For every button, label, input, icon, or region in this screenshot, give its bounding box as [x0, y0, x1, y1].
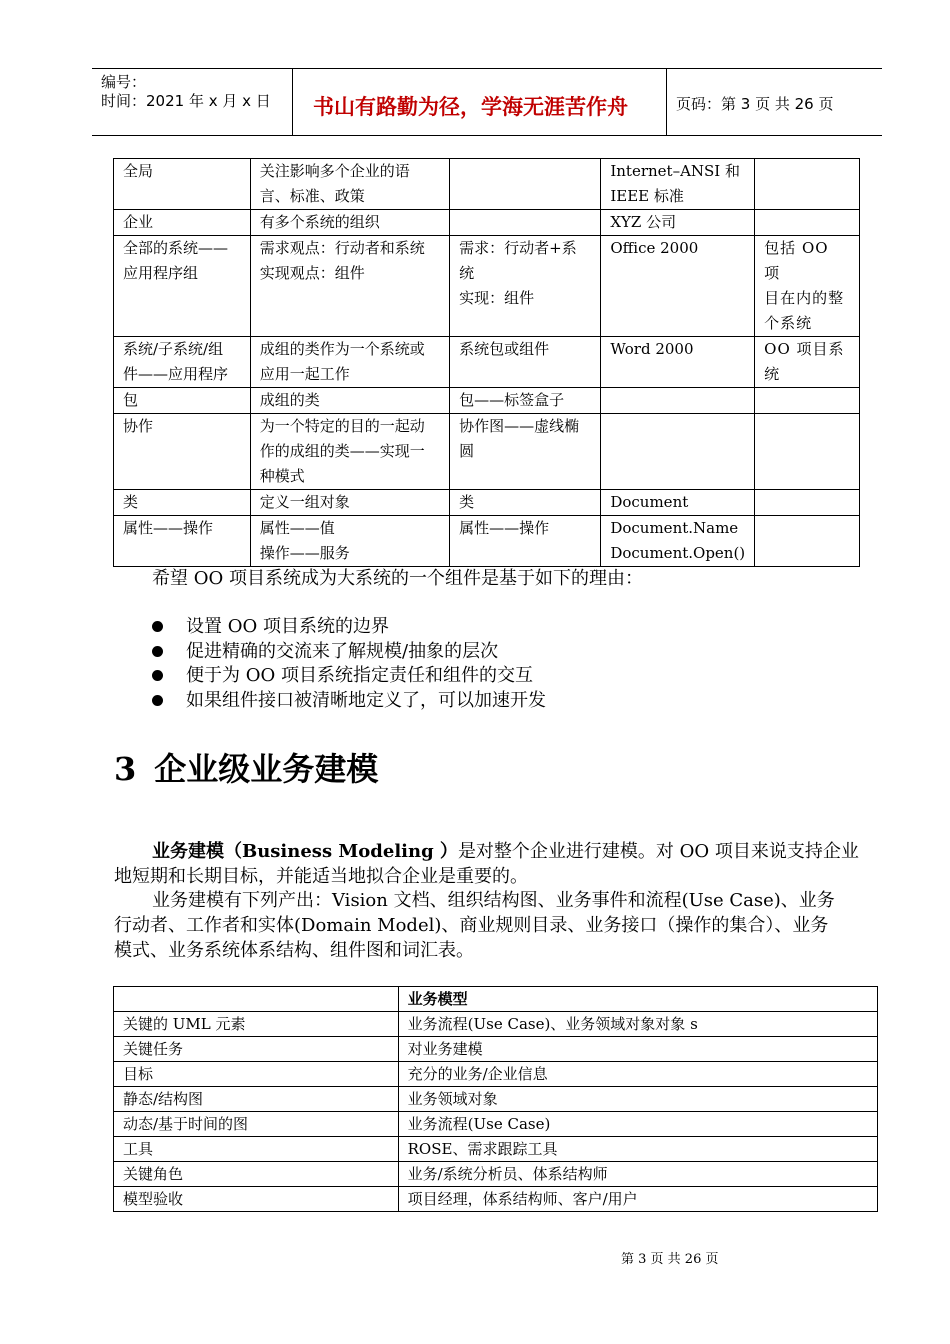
- table-cell: 业务流程(Use Case)、业务领域对象对象 s: [398, 1012, 877, 1037]
- table-row: [114, 414, 860, 490]
- header-time-label: 时间：2021 年 x 月 x 日: [101, 92, 271, 110]
- header-serial-label: 编号：: [101, 73, 147, 91]
- paragraph-2-line2: 行动者、工作者和实体(Domain Model)、商业规则目录、业务接口（操作的集合）、业务: [114, 915, 829, 936]
- cell-line: Document: [610, 493, 689, 511]
- table-cell: [755, 388, 860, 414]
- table-row: [114, 1187, 878, 1212]
- bullet-item: 如果组件接口被清晰地定义了，可以加速开发: [186, 690, 546, 711]
- cell-line: 个系统: [764, 314, 813, 332]
- table-cell: [450, 236, 601, 337]
- cell-line: 包: [123, 391, 139, 409]
- cell-line: Document.Open(): [610, 544, 746, 562]
- table-cell: [450, 516, 601, 567]
- paragraph-1-line1: 是对整个企业进行建模。对 OO 项目来说支持企业: [457, 841, 859, 862]
- table-cell: [114, 159, 251, 210]
- table-cell: [601, 337, 755, 388]
- bullet-item: 促进精确的交流来了解规模/抽象的层次: [186, 641, 499, 662]
- table-cell: [755, 516, 860, 567]
- table-row: [114, 1112, 878, 1137]
- header-top-rule: [92, 68, 882, 69]
- header-motto: 书山有路勤为径，学海无涯苦作舟: [313, 95, 628, 119]
- table-cell: 静态/结构图: [114, 1087, 399, 1112]
- paragraph-1-bold: 业务建模（Business Modeling ）: [152, 841, 458, 862]
- table-cell: 关键角色: [114, 1162, 399, 1187]
- section-heading: [114, 744, 378, 790]
- table-cell: 模型验收: [114, 1187, 399, 1212]
- table-cell: [450, 159, 601, 210]
- cell-line: 目在内的整: [764, 289, 845, 307]
- table-cell: 动态/基于时间的图: [114, 1112, 399, 1137]
- cell-line: 协作: [123, 417, 154, 435]
- table-row: [114, 236, 860, 337]
- cell-line: 有多个系统的组织: [259, 213, 380, 231]
- header-divider-2: [666, 69, 667, 136]
- business-model-table: [113, 986, 878, 1212]
- cell-line: 企业: [123, 213, 154, 231]
- table-cell: [250, 388, 449, 414]
- table-cell: [250, 490, 449, 516]
- table-cell: [250, 414, 449, 490]
- header-bottom-rule: [92, 135, 882, 136]
- cell-line: 包——标签盒子: [459, 391, 565, 409]
- table-header-cell: [114, 987, 399, 1012]
- table-cell: 对业务建模: [398, 1037, 877, 1062]
- bullet-dot: [152, 646, 163, 657]
- paragraph-2-line1: 业务建模有下列产出：Vision 文档、组织结构图、业务事件和流程(Use Case)、业务: [152, 890, 835, 911]
- table-cell: [755, 337, 860, 388]
- table-cell: [250, 337, 449, 388]
- cell-line: 实现观点：组件: [259, 264, 365, 282]
- cell-line: Office 2000: [610, 239, 699, 257]
- section-number: 3: [114, 750, 137, 788]
- table-cell: [601, 210, 755, 236]
- table-cell: [601, 236, 755, 337]
- cell-line: 操作——服务: [259, 544, 350, 562]
- table-cell: [755, 159, 860, 210]
- paragraph-1: [114, 839, 864, 889]
- cell-line: IEEE 标准: [610, 187, 684, 205]
- table-cell: [450, 388, 601, 414]
- table-cell: [755, 210, 860, 236]
- table-cell: 关键任务: [114, 1037, 399, 1062]
- table-cell: 项目经理，体系结构师、客户/用户: [398, 1187, 877, 1212]
- table-cell: [601, 490, 755, 516]
- header-divider-1: [292, 69, 293, 136]
- table-cell: 业务领域对象: [398, 1087, 877, 1112]
- cell-line: 成组的类作为一个系统或: [259, 340, 425, 358]
- table-cell: [114, 236, 251, 337]
- table-cell: [755, 414, 860, 490]
- table-cell: 关键的 UML 元素: [114, 1012, 399, 1037]
- table-row: [114, 1037, 878, 1062]
- cell-line: 实现：组件: [459, 289, 535, 307]
- table-row: [114, 1062, 878, 1087]
- cell-line: 言、标准、政策: [259, 187, 365, 205]
- table-cell: 充分的业务/企业信息: [398, 1062, 877, 1087]
- cell-line: 协作图——虚线椭: [459, 417, 580, 435]
- cell-line: 应用程序组: [123, 264, 199, 282]
- bullet-item: 设置 OO 项目系统的边界: [186, 616, 389, 637]
- cell-line: 作的成组的类——实现一: [259, 442, 425, 460]
- paragraph-1-line2: 地短期和长期目标，并能适当地拟合企业是重要的。: [114, 866, 528, 887]
- table-cell: [114, 414, 251, 490]
- table-cell: 目标: [114, 1062, 399, 1087]
- cell-line: 类: [123, 493, 139, 511]
- levels-table: [113, 158, 860, 567]
- table-cell: 工具: [114, 1137, 399, 1162]
- table-row: [114, 1162, 878, 1187]
- cell-line: 系统包或组件: [459, 340, 550, 358]
- cell-line: 类: [459, 493, 475, 511]
- cell-line: Document.Name: [610, 519, 739, 537]
- cell-line: Internet–ANSI 和: [610, 162, 740, 180]
- section-title: 企业级业务建模: [154, 750, 379, 788]
- cell-line: 统: [764, 365, 781, 383]
- header-page-label: 页码：第 3 页 共 26 页: [676, 95, 834, 113]
- intro-text: 希望 OO 项目系统成为大系统的一个组件是基于如下的理由：: [152, 568, 643, 589]
- table-cell: [114, 210, 251, 236]
- table-cell: [601, 414, 755, 490]
- table-cell: [450, 210, 601, 236]
- cell-line: 属性——操作: [123, 519, 214, 537]
- table-cell: [601, 388, 755, 414]
- table-row: [114, 159, 860, 210]
- table-cell: [755, 236, 860, 337]
- cell-line: 系统/子系统/组: [123, 340, 224, 358]
- cell-line: XYZ 公司: [610, 213, 677, 231]
- table-cell: [250, 236, 449, 337]
- cell-line: Word 2000: [610, 340, 694, 358]
- table-row: [114, 490, 860, 516]
- table-cell: [114, 388, 251, 414]
- table-cell: [755, 490, 860, 516]
- page-footer: 第 3 页 共 26 页: [621, 1252, 719, 1267]
- table-cell: [450, 414, 601, 490]
- table-cell: 业务流程(Use Case): [398, 1112, 877, 1137]
- cell-line: 种模式: [259, 467, 305, 485]
- table-cell: [250, 159, 449, 210]
- bullet-item: 便于为 OO 项目系统指定责任和组件的交互: [186, 665, 533, 686]
- cell-line: 为一个特定的目的一起动: [259, 417, 425, 435]
- paragraph-2: [114, 888, 874, 963]
- paragraph-2-line3: 模式、业务系统体系结构、组件图和词汇表。: [114, 940, 474, 961]
- table-row: [114, 1137, 878, 1162]
- table-cell: [601, 516, 755, 567]
- bullet-dot: [152, 695, 163, 706]
- cell-line: 定义一组对象: [259, 493, 350, 511]
- table-cell: [250, 516, 449, 567]
- cell-line: 属性——操作: [459, 519, 550, 537]
- cell-line: 需求：行动者+系: [459, 239, 577, 257]
- cell-line: 需求观点：行动者和系统: [259, 239, 425, 257]
- table-row: [114, 1012, 878, 1037]
- bullet-dot: [152, 670, 163, 681]
- cell-line: 应用一起工作: [259, 365, 350, 383]
- cell-line: 统: [459, 264, 475, 282]
- table-cell: [450, 490, 601, 516]
- table-row: [114, 516, 860, 567]
- table-cell: [114, 490, 251, 516]
- cell-line: 成组的类: [259, 391, 320, 409]
- table-header-cell: 业务模型: [398, 987, 877, 1012]
- table-row: [114, 210, 860, 236]
- cell-line: 属性——值: [259, 519, 335, 537]
- table-cell: [114, 516, 251, 567]
- cell-line: 圆: [459, 442, 475, 460]
- cell-line: 全部的系统——: [123, 239, 229, 257]
- table-cell: [601, 159, 755, 210]
- cell-line: OO 项目系: [764, 340, 845, 358]
- cell-line: 件——应用程序: [123, 365, 229, 383]
- table-cell: [450, 337, 601, 388]
- bullet-dot: [152, 621, 163, 632]
- table-row: [114, 1087, 878, 1112]
- cell-line: 全局: [123, 162, 154, 180]
- table-header-row: [114, 987, 878, 1012]
- table-row: [114, 337, 860, 388]
- table-cell: [250, 210, 449, 236]
- table-cell: [114, 337, 251, 388]
- cell-line: 包括 OO 项: [764, 239, 829, 282]
- table-cell: ROSE、需求跟踪工具: [398, 1137, 877, 1162]
- table-cell: 业务/系统分析员、体系结构师: [398, 1162, 877, 1187]
- table-row: [114, 388, 860, 414]
- cell-line: 关注影响多个企业的语: [259, 162, 410, 180]
